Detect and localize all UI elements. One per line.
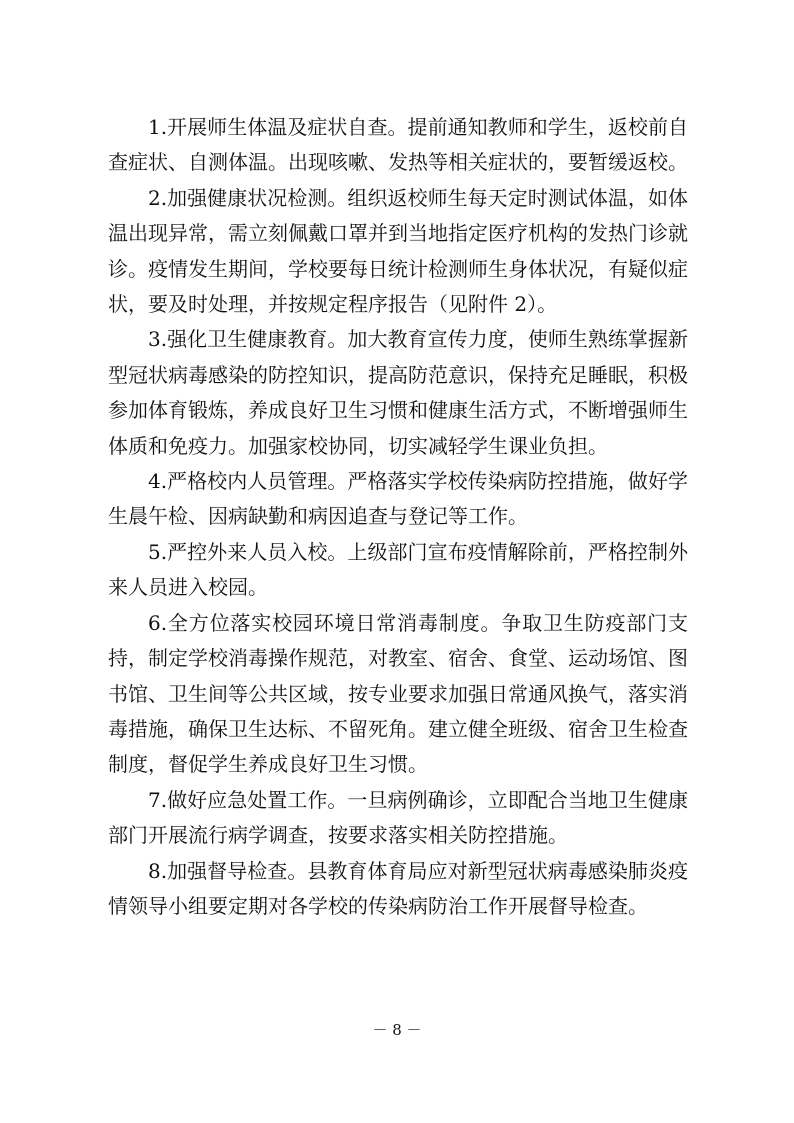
paragraph-item-2: 2.加强健康状况检测。组织返校师生每天定时测试体温，如体温出现异常，需立刻佩戴口罩并到当地指定医疗机构的发热门诊就诊。疫情发生期间，学校要每日统计检测师生身体状况，有疑似症状，要及时处理，并按规定程序报告（见附件 2）。: [108, 185, 688, 317]
paragraph-item-6: 6.全方位落实校园环境日常消毒制度。争取卫生防疫部门支持，制定学校消毒操作规范，对教室、宿舍、食堂、运动场馆、图书馆、卫生间等公共区域，按专业要求加强日常通风换气，落实消毒措施，确保卫生达标、不留死角。建立健全班级、宿舍卫生检查制度，督促学生养成良好卫生习惯。: [108, 610, 688, 777]
paragraph-item-7: 7.做好应急处置工作。一旦病例确诊，立即配合当地卫生健康部门开展流行病学调查，按要求落实相关防控措施。: [108, 787, 688, 848]
paragraph-item-3: 3.强化卫生健康教育。加大教育宣传力度，使师生熟练掌握新型冠状病毒感染的防控知识，提高防范意识，保持充足睡眠，积极参加体育锻炼，养成良好卫生习惯和健康生活方式，不断增强师生体质和免疫力。加强家校协同，切实减轻学生课业负担。: [108, 327, 688, 458]
paragraph-item-5: 5.严控外来人员入校。上级部门宣布疫情解除前，严格控制外来人员进入校园。: [108, 539, 688, 600]
paragraph-item-4: 4.严格校内人员管理。严格落实学校传染病防控措施，做好学生晨午检、因病缺勤和病因追查与登记等工作。: [108, 469, 688, 529]
paragraph-item-1: 1.开展师生体温及症状自查。提前通知教师和学生，返校前自查症状、自测体温。出现咳嗽、发热等相关症状的，要暂缓返校。: [108, 115, 688, 175]
body-text: [108, 110, 688, 924]
paragraph-item-8: 8.加强督导检查。县教育体育局应对新型冠状病毒感染肺炎疫情领导小组要定期对各学校的传染病防治工作开展督导检查。: [108, 858, 688, 918]
page-number: － 8 －: [372, 1021, 422, 1039]
